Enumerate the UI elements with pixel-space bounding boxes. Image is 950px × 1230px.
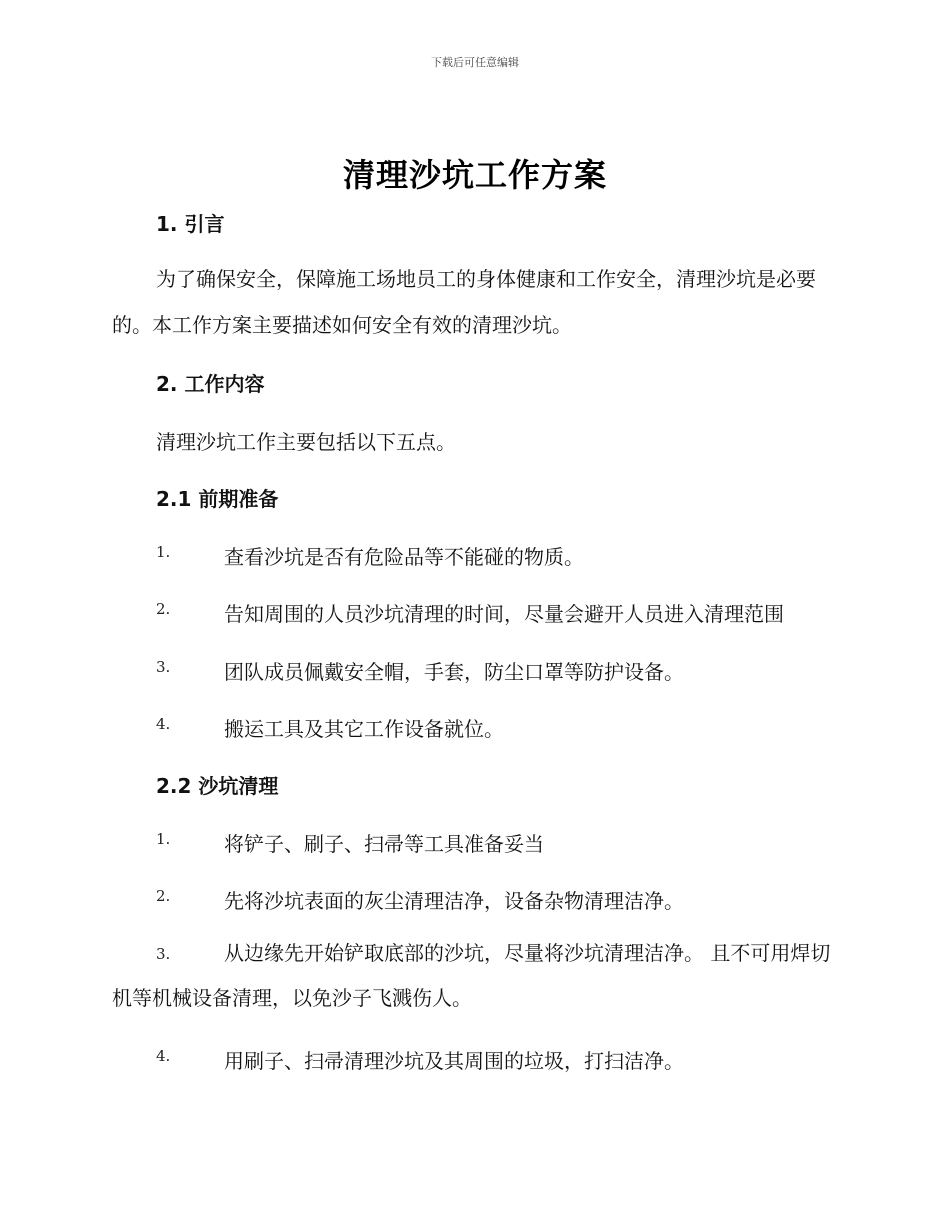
heading-content: 2. 工作内容 — [156, 372, 265, 396]
list-item-text: 将铲子、刷子、扫帚等工具准备妥当 — [224, 832, 544, 856]
heading-prep: 2.1 前期准备 — [156, 487, 279, 511]
list-item-number: 1. — [156, 830, 171, 848]
content-summary: 清理沙坑工作主要包括以下五点。 — [156, 430, 456, 454]
list-item-number: 2. — [156, 887, 171, 905]
list-item-text: 先将沙坑表面的灰尘清理洁净，设备杂物清理洁净。 — [224, 889, 684, 913]
list-item-number: 4. — [156, 715, 171, 733]
list-item-number: 3. — [156, 945, 171, 963]
list-item-text: 团队成员佩戴安全帽，手套，防尘口罩等防护设备。 — [224, 660, 684, 684]
heading-cleaning: 2.2 沙坑清理 — [156, 774, 279, 798]
list-item-text: 查看沙坑是否有危险品等不能碰的物质。 — [224, 545, 584, 569]
list-item-text: 搬运工具及其它工作设备就位。 — [224, 717, 504, 741]
list-item-text: 从边缘先开始铲取底部的沙坑，尽量将沙坑清理洁净。 且不可用焊切机等机械设备清理，以免沙子飞溅伤人。 — [112, 941, 831, 1010]
list-item-number: 3. — [156, 658, 171, 676]
heading-intro: 1. 引言 — [156, 212, 225, 236]
list-item-text: 告知周围的人员沙坑清理的时间，尽量会避开人员进入清理范围 — [224, 602, 784, 626]
header-note: 下载后可任意编辑 — [431, 56, 519, 69]
list-item — [112, 931, 842, 1020]
intro-paragraph-text: 为了确保安全，保障施工场地员工的身体健康和工作安全，清理沙坑是必要的。本工作方案主要描述如何安全有效的清理沙坑。 — [112, 267, 816, 337]
document-title: 清理沙坑工作方案 — [342, 156, 607, 194]
list-item-number: 1. — [156, 543, 171, 561]
list-item-text: 用刷子、扫帚清理沙坑及其周围的垃圾，打扫洁净。 — [224, 1049, 684, 1073]
intro-paragraph — [112, 256, 842, 348]
list-item-number: 2. — [156, 600, 171, 618]
list-item-number: 4. — [156, 1047, 171, 1065]
